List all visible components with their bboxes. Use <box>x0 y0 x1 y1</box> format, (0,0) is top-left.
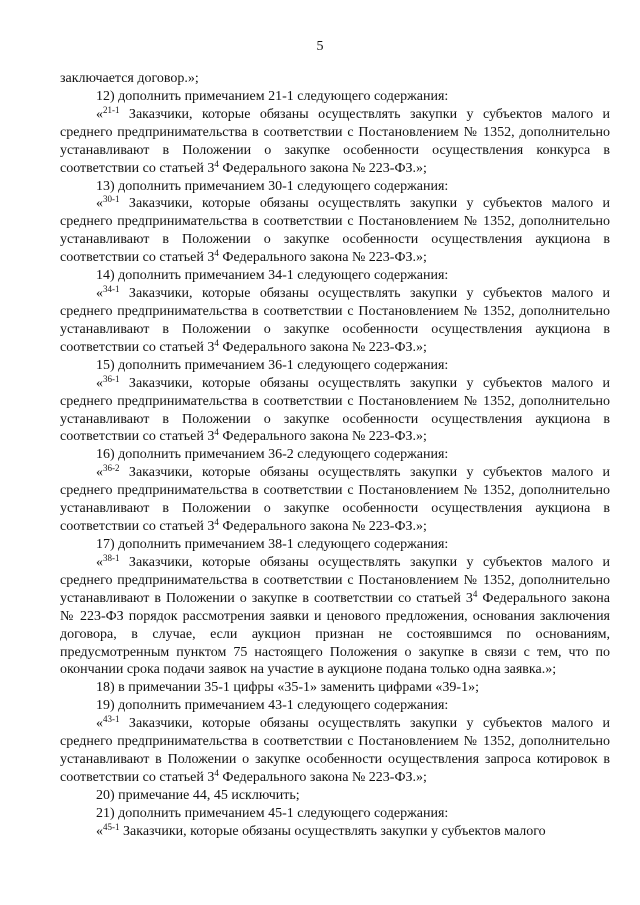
text-run: Федерального закона № 223-ФЗ.»; <box>218 160 427 176</box>
superscript: 45-1 <box>103 821 120 832</box>
text-run: Федерального закона № 223-ФЗ.»; <box>218 769 427 785</box>
text-run: 12) дополнить примечанием 21-1 следующего содержания: <box>96 88 449 104</box>
paragraph <box>60 697 610 715</box>
text-run: « <box>96 465 103 481</box>
text-run: « <box>96 716 103 732</box>
text-run: Заказчики, которые обязаны осуществлять закупки у субъектов малого и среднего предпринимательства в соответствии с Постановлением № 1352, дополнительно устанавливают в Положении о закупке особенности осуществления аукциона в соответствии со статьей 3 <box>60 286 610 355</box>
text-run: 14) дополнить примечанием 34-1 следующего содержания: <box>96 268 449 284</box>
text-run: Заказчики, которые обязаны осуществлять закупки у субъектов малого и среднего предпринимательства в соответствии с Постановлением № 1352, дополнительно устанавливают в Положении о закупке в соответствии со статьей 3 <box>60 554 610 606</box>
text-run: Федерального закона № 223-ФЗ.»; <box>218 519 427 535</box>
text-run: « <box>96 196 103 212</box>
text-run: « <box>96 286 103 302</box>
superscript: 30-1 <box>103 194 120 205</box>
paragraph <box>60 715 610 787</box>
text-run: « <box>96 823 103 839</box>
text-run: 21) дополнить примечанием 45-1 следующего содержания: <box>96 805 449 821</box>
superscript: 4 <box>214 337 219 348</box>
superscript: 4 <box>214 248 219 259</box>
text-run: Заказчики, которые обязаны осуществлять закупки у субъектов малого <box>119 823 546 839</box>
text-run: 19) дополнить примечанием 43-1 следующего содержания: <box>96 698 449 714</box>
superscript: 38-1 <box>103 552 120 563</box>
paragraph <box>60 554 610 679</box>
text-run: Заказчики, которые обязаны осуществлять закупки у субъектов малого и среднего предпринимательства в соответствии с Постановлением № 1352, дополнительно устанавливают в Положении о закупке особенности осуществления аукциона в соответствии со статьей 3 <box>60 196 610 266</box>
paragraph <box>60 464 610 536</box>
paragraph <box>60 106 610 178</box>
text-run: 13) дополнить примечанием 30-1 следующего содержания: <box>96 178 449 194</box>
paragraph <box>60 823 610 841</box>
paragraph <box>60 446 610 464</box>
text-run: Федерального закона № 223-ФЗ.»; <box>218 250 427 266</box>
paragraph <box>60 178 610 196</box>
text-run: Федерального закона № 223-ФЗ.»; <box>218 429 427 445</box>
superscript: 4 <box>214 158 219 169</box>
paragraph <box>60 679 610 697</box>
superscript: 4 <box>472 588 478 599</box>
superscript: 34-1 <box>103 284 120 295</box>
text-run: 17) дополнить примечанием 38-1 следующего содержания: <box>96 536 449 552</box>
superscript: 36-2 <box>103 463 120 474</box>
superscript: 36-1 <box>103 373 120 384</box>
superscript: 43-1 <box>103 714 120 725</box>
text-run: Заказчики, которые обязаны осуществлять закупки у субъектов малого и среднего предпринимательства в соответствии с Постановлением № 1352, дополнительно устанавливают в Положении о закупке особенности осуществления аукциона в соответствии со статьей 3 <box>60 375 610 445</box>
paragraph <box>60 285 610 357</box>
text-run: 16) дополнить примечанием 36-2 следующего содержания: <box>96 447 449 463</box>
text-run: « <box>96 554 103 570</box>
text-run: 15) дополнить примечанием 36-1 следующего содержания: <box>96 357 449 373</box>
paragraph <box>60 787 610 805</box>
paragraph <box>60 357 610 375</box>
paragraph <box>60 195 610 267</box>
text-run: Федерального закона № 223-ФЗ порядок рассмотрения заявки и ценового предложения, основания заключения договора, в случае, если аукцион признан не состоявшимся по основаниям, предусмотренным пунктом 75 настоящего Положения о закупке в связи с тем, что по окончании срока подачи заявок на участие в аукционе подана только одна заявка.»; <box>60 590 611 678</box>
paragraph <box>60 70 610 88</box>
superscript: 4 <box>214 767 219 778</box>
paragraph <box>60 536 610 554</box>
superscript: 4 <box>214 517 219 528</box>
paragraph <box>60 267 610 285</box>
page-number: 5 <box>316 39 324 54</box>
paragraph <box>60 375 610 447</box>
text-run: Федерального закона № 223-ФЗ.»; <box>218 339 427 355</box>
paragraph <box>60 88 610 106</box>
text-run: Заказчики, которые обязаны осуществлять закупки у субъектов малого и среднего предпринимательства в соответствии с Постановлением № 1352, дополнительно устанавливают в Положении о закупке особенности осуществления аукциона в соответствии со статьей 3 <box>60 465 610 535</box>
text-run: заключается договор.»; <box>60 71 199 86</box>
text-run: « <box>96 106 103 122</box>
text-run: « <box>96 375 103 391</box>
superscript: 21-1 <box>103 104 120 115</box>
superscript: 4 <box>214 427 219 438</box>
text-run: 20) примечание 44, 45 исключить; <box>96 787 300 803</box>
text-run: 18) в примечании 35-1 цифры «35-1» заменить цифрами «39-1»; <box>96 680 479 696</box>
text-run: Заказчики, которые обязаны осуществлять закупки у субъектов малого и среднего предпринимательства в соответствии с Постановлением № 1352, дополнительно устанавливают в Положении о закупке особенности осуществления запроса котировок в соответствии со статьей 3 <box>60 716 610 785</box>
text-run: Заказчики, которые обязаны осуществлять закупки у субъектов малого и среднего предпринимательства в соответствии с Постановлением № 1352, дополнительно устанавливают в Положении о закупке особенности осуществления конкурса в соответствии со статьей 3 <box>60 106 610 176</box>
document-body <box>60 70 610 841</box>
paragraph <box>60 805 610 823</box>
